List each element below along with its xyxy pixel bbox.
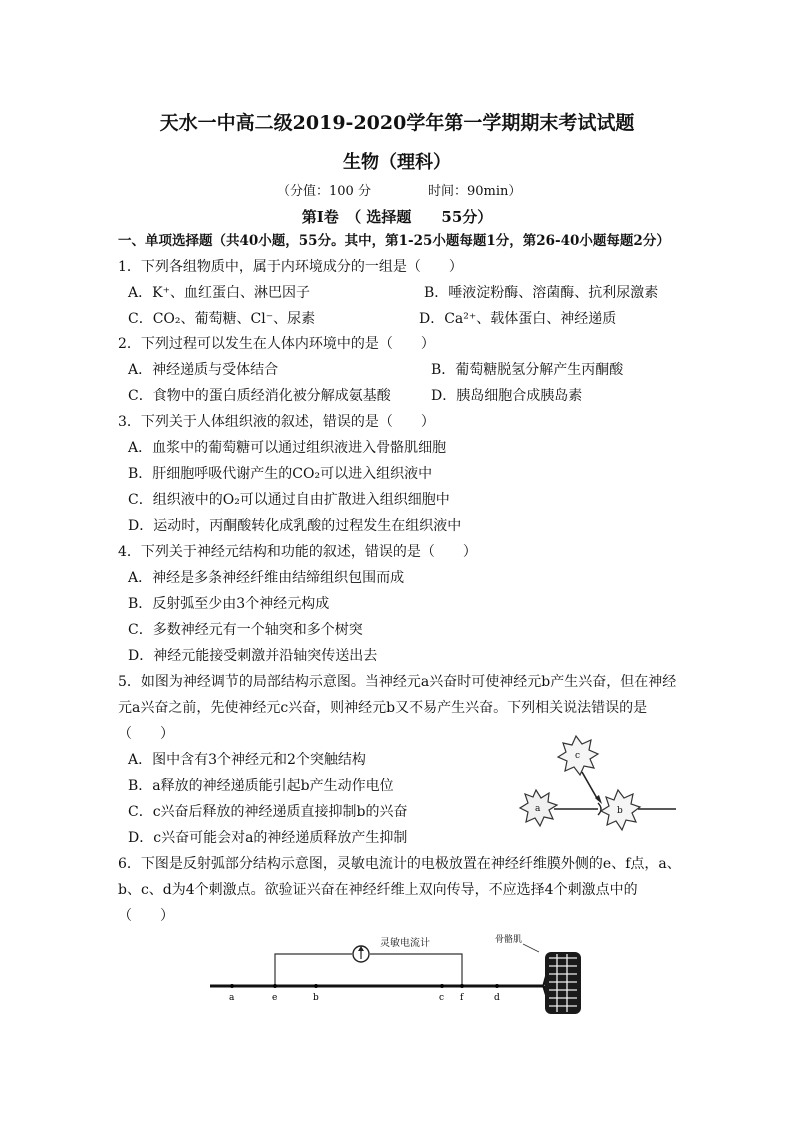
q2-option-d: D．胰岛细胞合成胰岛素: [431, 388, 583, 404]
point-b-label: b: [313, 993, 319, 1003]
question-6-stem-line-2: b、c、d为4个刺激点。欲验证兴奋在神经纤维上双向传导，不应选择4个刺激点中的: [118, 882, 638, 898]
section-heading: 一、单项选择题（共40小题，55分。其中，第1-25小题每题1分，第26-40小题每题2分）: [118, 233, 670, 249]
q2-option-c: C．食物中的蛋白质经消化被分解成氨基酸: [128, 388, 391, 404]
q2-option-b: B．葡萄糖脱氢分解产生丙酮酸: [431, 362, 624, 378]
volume-heading: 第Ⅰ卷 （ 选择题 55分）: [301, 208, 493, 226]
q4-option-b: B．反射弧至少由3个神经元构成: [128, 596, 330, 612]
neuron-diagram: [518, 730, 678, 842]
q1-option-c: C．CO₂、葡萄糖、Cl⁻、尿素: [128, 311, 316, 327]
question-5-stem-line-1: 5．如图为神经调节的局部结构示意图。当神经元a兴奋时可使神经元b产生兴奋，但在神经: [118, 674, 677, 690]
neuron-b-label: b: [617, 806, 623, 816]
q4-option-a: A．神经是多条神经纤维由结缔组织包围而成: [128, 570, 405, 586]
time-info: 时间：90min）: [428, 184, 522, 199]
point-f-label: f: [460, 993, 464, 1003]
q3-option-b: B．肝细胞呼吸代谢产生的CO₂可以进入组织液中: [128, 466, 433, 482]
q5-option-a: A．图中含有3个神经元和2个突触结构: [128, 752, 366, 768]
point-f: [460, 984, 464, 988]
question-3-stem: 3．下列关于人体组织液的叙述，错误的是（ ）: [118, 414, 435, 430]
point-a: [230, 984, 234, 988]
point-c-label: c: [439, 993, 445, 1003]
q1-option-b: B．唾液淀粉酶、溶菌酶、抗利尿激素: [424, 285, 659, 301]
meter-wire: [275, 954, 462, 986]
q5-option-d: D．c兴奋可能会对a的神经递质释放产生抑制: [128, 830, 408, 846]
q3-option-a: A．血浆中的葡萄糖可以通过组织液进入骨骼肌细胞: [128, 440, 447, 456]
question-4-stem: 4．下列关于神经元结构和功能的叙述，错误的是（ ）: [118, 544, 477, 560]
point-e: [273, 984, 277, 988]
q1-option-d: D．Ca²⁺、载体蛋白、神经递质: [419, 311, 617, 327]
neuron-a-label: a: [535, 804, 541, 814]
q5-option-b: B．a释放的神经递质能引起b产生动作电位: [128, 778, 394, 794]
question-5-stem-line-3: （ ）: [118, 726, 174, 742]
q5-option-c: C．c兴奋后释放的神经递质直接抑制b的兴奋: [128, 804, 408, 820]
q3-option-d: D．运动时，丙酮酸转化成乳酸的过程发生在组织液中: [128, 518, 462, 534]
muscle-label-pointer: [523, 944, 539, 952]
muscle-label: 骨骼肌: [495, 935, 523, 945]
point-c: [440, 984, 444, 988]
question-5-stem-line-2: 元a兴奋之前，先使神经元c兴奋，则神经元b又不易产生兴奋。下列相关说法错误的是: [118, 700, 648, 716]
neuron-c-label: c: [575, 751, 581, 761]
point-e-label: e: [272, 993, 278, 1003]
subject-title: 生物（理科）: [343, 152, 451, 173]
question-6-stem-line-3: （ ）: [118, 908, 174, 924]
point-b: [314, 984, 318, 988]
question-1-stem: 1．下列各组物质中，属于内环境成分的一组是（ ）: [118, 259, 463, 275]
neuron-c-axon: [582, 772, 598, 800]
q2-option-a: A．神经递质与受体结合: [128, 362, 279, 378]
skeletal-muscle-icon: [543, 952, 581, 1014]
q4-option-c: C．多数神经元有一个轴突和多个树突: [128, 622, 363, 638]
question-6-stem-line-1: 6．下图是反射弧部分结构示意图，灵敏电流计的电极放置在神经纤维膜外侧的e、f点，a、: [118, 856, 681, 872]
q1-option-a: A．K⁺、血红蛋白、淋巴因子: [128, 285, 310, 301]
q4-option-d: D．神经元能接受刺激并沿轴突传送出去: [128, 648, 378, 664]
point-a-label: a: [229, 993, 235, 1003]
point-d: [495, 984, 499, 988]
synapse-terminal: [598, 803, 601, 815]
question-2-stem: 2．下列过程可以发生在人体内环境中的是（ ）: [118, 336, 435, 352]
point-d-label: d: [494, 993, 500, 1003]
reflex-arc-diagram: [205, 928, 595, 1016]
exam-title: 天水一中高二级2019-2020学年第一学期期末考试试题: [159, 112, 635, 134]
meter-label: 灵敏电流计: [380, 938, 430, 949]
q3-option-c: C．组织液中的O₂可以通过自由扩散进入组织细胞中: [128, 492, 450, 508]
score-info: （分值：100 分: [277, 184, 371, 199]
